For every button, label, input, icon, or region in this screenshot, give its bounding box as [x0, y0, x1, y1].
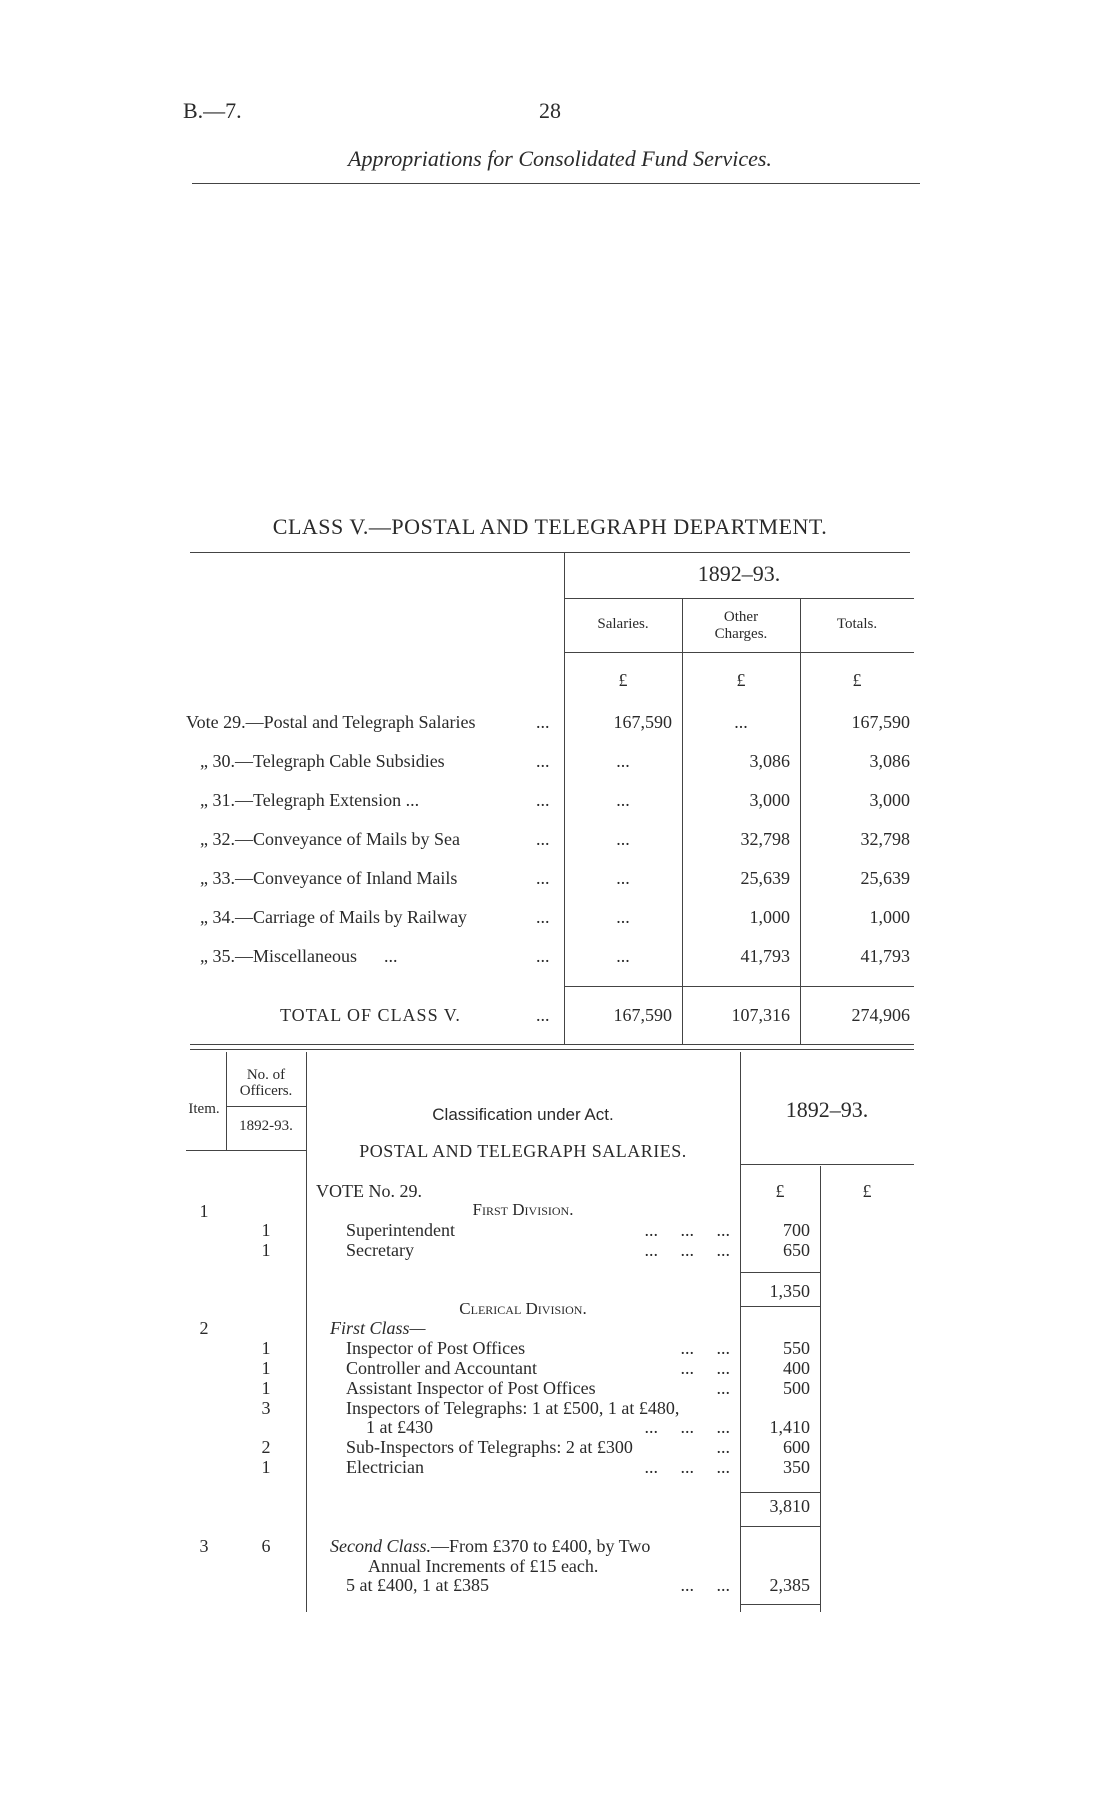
row-salaries: ...	[616, 868, 630, 888]
row-label: „ 33.—Conveyance of Inland Mails	[200, 868, 458, 888]
row-label: „ 32.—Conveyance of Mails by Sea	[200, 829, 460, 849]
second-class-range: —From £370 to £400, by Two	[431, 1536, 651, 1556]
row-amount: 1,410	[769, 1417, 810, 1437]
row-amount: 400	[783, 1358, 810, 1378]
row-dots: ...	[536, 751, 550, 771]
row-label: „ 35.—Miscellaneous ...	[200, 946, 398, 966]
position-title: Assistant Inspector of Post Offices	[346, 1378, 596, 1398]
col-totals: Totals.	[836, 616, 878, 632]
row-total: 3,086	[869, 751, 910, 771]
officers-count: 1	[261, 1338, 271, 1358]
col-year: 1892–93.	[785, 1097, 869, 1122]
total-rule	[564, 986, 914, 987]
row-dots: ... ... ...	[644, 1457, 730, 1477]
total-dots: ...	[536, 1005, 550, 1025]
summary-year: 1892–93.	[697, 561, 781, 586]
row-total: 25,639	[860, 868, 910, 888]
summary-bottom-rule	[190, 1044, 914, 1045]
officers-count: 1	[261, 1240, 271, 1260]
row-amount: 2,385	[769, 1575, 810, 1595]
row-dots: ...	[536, 790, 550, 810]
subtotal-1: 1,350	[769, 1281, 810, 1301]
row-label: „ 30.—Telegraph Cable Subsidies	[200, 751, 445, 771]
row-amount: 600	[783, 1437, 810, 1457]
detail-bottom-rule	[740, 1604, 820, 1605]
officers-count: 1	[261, 1220, 271, 1240]
officers-count: 2	[261, 1437, 271, 1457]
total-label: TOTAL OF CLASS V.	[280, 1005, 461, 1025]
position-title: Controller and Accountant	[346, 1358, 537, 1378]
row-amount: 550	[783, 1338, 810, 1358]
summary-title: CLASS V.—POSTAL AND TELEGRAPH DEPARTMENT.	[272, 514, 828, 539]
subtotal-rule-1b	[740, 1306, 820, 1307]
subtotal-2: 3,810	[769, 1496, 810, 1516]
row-label: „ 31.—Telegraph Extension ...	[200, 790, 420, 810]
page-ref: B.—7.	[183, 98, 242, 123]
total-total: 274,906	[851, 1005, 910, 1025]
col-officers-year: 1892-93.	[239, 1118, 293, 1134]
position-title: 1 at £430	[366, 1417, 433, 1437]
row-dots: ...	[716, 1437, 730, 1457]
second-class-line-2: Annual Increments of £15 each.	[368, 1556, 599, 1576]
row-other: 3,000	[749, 790, 790, 810]
row-dots: ... ...	[680, 1338, 730, 1358]
row-other: 32,798	[740, 829, 790, 849]
row-amount: 350	[783, 1457, 810, 1477]
row-total: 41,793	[860, 946, 910, 966]
total-other: 107,316	[731, 1005, 790, 1025]
second-class-line-1	[330, 1535, 650, 1557]
detail-head-rule-right	[740, 1164, 914, 1165]
position-title: Electrician	[346, 1457, 424, 1477]
col-classification: Classification under Act.	[432, 1105, 614, 1124]
col-officers-2: Officers.	[239, 1083, 293, 1099]
row-salaries: ...	[616, 829, 630, 849]
row-other: 3,086	[749, 751, 790, 771]
row-other: 1,000	[749, 907, 790, 927]
item-number: 1	[199, 1201, 209, 1221]
row-dots: ...	[536, 712, 550, 732]
position-title: Secretary	[346, 1240, 414, 1260]
summary-vrule-2	[682, 598, 683, 1044]
header-rule	[192, 183, 920, 184]
subtotal-rule-2b	[740, 1526, 820, 1527]
detail-vrule-amount	[740, 1052, 741, 1612]
col-other-1: Other	[723, 609, 759, 625]
row-salaries: ...	[616, 790, 630, 810]
summary-vrule-3	[800, 598, 801, 1044]
officers-count: 1	[261, 1378, 271, 1398]
total-salaries: 167,590	[613, 1005, 672, 1025]
row-amount: 500	[783, 1378, 810, 1398]
currency-salaries: £	[618, 670, 628, 690]
col-officers-1: No. of	[246, 1067, 286, 1083]
first-class-heading: First Class—	[330, 1318, 426, 1338]
page-number: 28	[539, 98, 561, 123]
row-amount: 650	[783, 1240, 810, 1260]
officers-head-rule	[226, 1106, 306, 1107]
summary-year-rule	[564, 598, 914, 599]
officers-count: 3	[261, 1398, 271, 1418]
row-salaries: 167,590	[613, 712, 672, 732]
detail-currency: £	[775, 1181, 785, 1201]
officers-count: 1	[261, 1358, 271, 1378]
running-title: Appropriations for Consolidated Fund Services.	[348, 146, 772, 171]
officers-count: 1	[261, 1457, 271, 1477]
row-salaries: ...	[616, 907, 630, 927]
second-class-line-3: 5 at £400, 1 at £385	[346, 1575, 489, 1595]
col-other-2: Charges.	[714, 626, 768, 642]
row-dots: ...	[716, 1378, 730, 1398]
position-title: Inspectors of Telegraphs: 1 at £500, 1 at £480,	[346, 1398, 680, 1418]
col-salaries: Salaries.	[597, 616, 649, 632]
item-number-2: 2	[199, 1318, 209, 1338]
row-total: 167,590	[851, 712, 910, 732]
first-division-heading: First Division.	[472, 1200, 574, 1219]
row-other: 41,793	[740, 946, 790, 966]
detail-vrule-officers	[306, 1052, 307, 1612]
row-total: 3,000	[869, 790, 910, 810]
row-dots: ... ...	[680, 1575, 730, 1595]
row-dots: ... ... ...	[644, 1240, 730, 1260]
row-salaries: ...	[616, 946, 630, 966]
summary-bottom-rule-2	[190, 1049, 914, 1050]
row-dots: ...	[536, 868, 550, 888]
subtotal-rule-1	[740, 1272, 820, 1273]
subtotal-rule-2	[740, 1492, 820, 1493]
vote-number: VOTE No. 29.	[316, 1181, 422, 1201]
detail-vrule-amount-2	[820, 1166, 821, 1612]
detail-currency-2: £	[862, 1181, 872, 1201]
row-dots: ...	[536, 829, 550, 849]
row-total: 32,798	[860, 829, 910, 849]
currency-totals: £	[852, 670, 862, 690]
row-amount: 700	[783, 1220, 810, 1240]
row-dots: ... ... ...	[644, 1220, 730, 1240]
row-total: 1,000	[869, 907, 910, 927]
position-title: Superintendent	[346, 1220, 455, 1240]
row-other: ...	[734, 712, 748, 732]
detail-subtitle: POSTAL AND TELEGRAPH SALARIES.	[359, 1141, 687, 1161]
row-label: „ 34.—Carriage of Mails by Railway	[200, 907, 467, 927]
row-dots: ... ... ...	[644, 1417, 730, 1437]
row-dots: ... ...	[680, 1358, 730, 1378]
item-number: 3	[199, 1536, 209, 1556]
officers-count: 6	[261, 1536, 271, 1556]
summary-head-rule	[564, 652, 914, 653]
row-dots: ...	[536, 907, 550, 927]
clerical-division-heading: Clerical Division.	[459, 1299, 587, 1318]
row-other: 25,639	[740, 868, 790, 888]
summary-top-rule	[190, 552, 910, 553]
row-salaries: ...	[616, 751, 630, 771]
currency-other: £	[736, 670, 746, 690]
detail-head-rule-left	[186, 1150, 306, 1151]
position-title: Sub-Inspectors of Telegraphs: 2 at £300	[346, 1437, 633, 1457]
row-label: Vote 29.—Postal and Telegraph Salaries	[186, 712, 476, 732]
position-title: Inspector of Post Offices	[346, 1338, 526, 1358]
col-item: Item.	[188, 1101, 220, 1117]
row-dots: ...	[536, 946, 550, 966]
second-class-label: Second Class.	[330, 1536, 431, 1556]
